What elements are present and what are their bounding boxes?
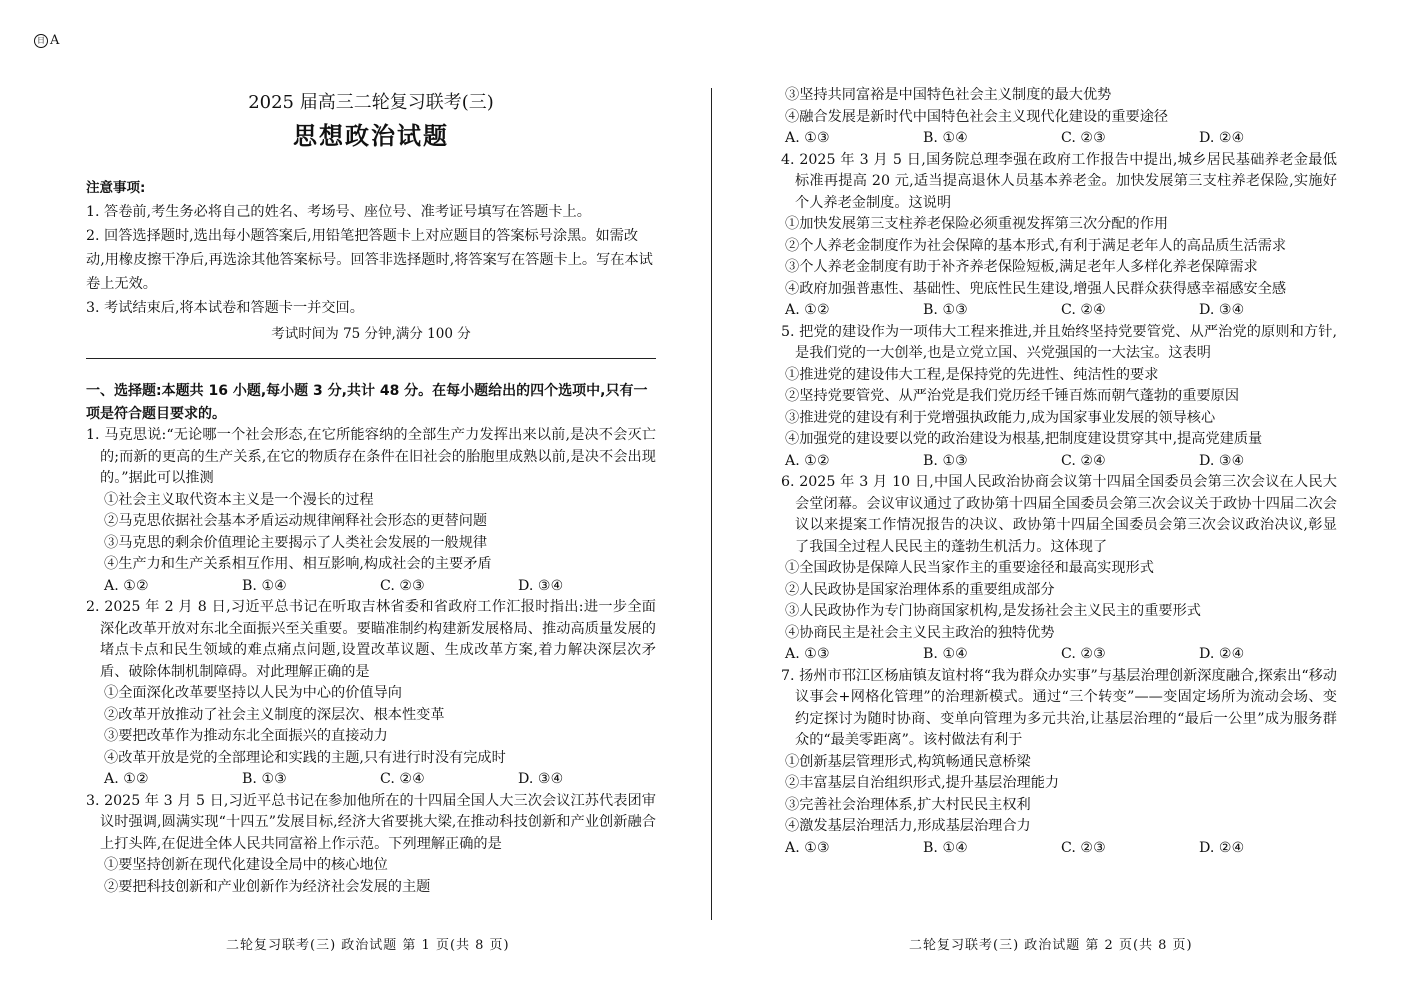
exam-time-info: 考试时间为 75 分钟,满分 100 分	[271, 326, 471, 342]
choice-a: A. ①②	[785, 302, 830, 318]
section-heading: 一、选择题:本题共 16 小题,每小题 3 分,共计 48 分。在每小题给出的四个选项中,只有一项是符合题目要求的。	[86, 383, 648, 422]
question-stem: 6. 2025 年 3 月 10 日,中国人民政治协商会议第十四届全国委员会第三次会议在人民大会堂闭幕。会议审议通过了政协第十四届全国委员会第三次会议关于政协十四届二次会议以来提案工作情况报告的决议、政协第十四届全国委员会第三次会议政治决议,彰显了我国全过程人民民主的蓬勃生机活力。这体现了	[781, 474, 1337, 555]
question-6	[781, 472, 1337, 666]
statement-option: ①要坚持创新在现代化建设全局中的核心地位	[104, 857, 388, 873]
statement-option: ③要把改革作为推动东北全面振兴的直接动力	[104, 728, 388, 744]
circle-mark: 日	[34, 34, 48, 48]
statement-option: ②马克思依据社会基本矛盾运动规律阐释社会形态的更替问题	[104, 513, 488, 529]
choice-c: C. ②③	[1061, 839, 1106, 856]
statement-option: ③人民政协作为专门协商国家机构,是发扬社会主义民主的重要形式	[785, 603, 1201, 619]
answer-choices	[781, 644, 1337, 666]
statement-option: ④生产力和生产关系相互作用、相互影响,构成社会的主要矛盾	[104, 556, 492, 572]
choice-d: D. ②④	[1199, 646, 1245, 662]
question-4	[781, 150, 1337, 322]
statement-option: ①社会主义取代资本主义是一个漫长的过程	[104, 491, 374, 508]
choice-a: A. ①③	[785, 839, 830, 856]
notice-item: 3. 考试结束后,将本试卷和答题卡一并交回。	[86, 300, 364, 316]
choice-c: C. ②④	[1061, 452, 1106, 469]
page-footer-right: 二轮复习联考(三) 政治试题 第 2 页(共 8 页)	[909, 938, 1193, 953]
notice-item: 1. 答卷前,考生务必将自己的姓名、考场号、座位号、准考证号填写在答题卡上。	[86, 204, 591, 220]
statement-option: ②个人养老金制度作为社会保障的基本形式,有利于满足老年人的高品质生活需求	[785, 237, 1287, 254]
choice-b: B. ①③	[923, 302, 968, 318]
statement-option: ②改革开放推动了社会主义制度的深层次、根本性变革	[104, 706, 445, 723]
choice-c: C. ②③	[1061, 646, 1106, 662]
statement-option: ③马克思的剩余价值理论主要揭示了人类社会发展的一般规律	[104, 534, 488, 551]
question-5	[781, 322, 1337, 473]
statement-option: ④融合发展是新时代中国特色社会主义现代化建设的重要途径	[785, 108, 1169, 125]
statement-option: ②坚持党要管党、从严治党是我们党历经千锤百炼而朝气蓬勃的重要原因	[785, 388, 1240, 404]
choice-b: B. ①③	[242, 771, 287, 787]
question-stem: 5. 把党的建设作为一项伟大工程来推进,并且始终坚持党要管党、从严治党的原则和方针,是我们党的一大创举,也是立党立国、兴党强国的一大法宝。这表明	[781, 323, 1337, 361]
answer-choices	[781, 838, 1337, 860]
choice-d: D. ③④	[1199, 452, 1245, 469]
question-stem: 1. 马克思说:“无论哪一个社会形态,在它所能容纳的全部生产力发挥出来以前,是决不会灭亡的;而新的更高的生产关系,在它的物质存在条件在旧社会的胎胞里成熟以前,是决不会出现的。”据此可以推测	[86, 427, 656, 486]
answer-choices	[86, 576, 656, 598]
question-stem: 7. 扬州市邗江区杨庙镇友谊村将“我为群众办实事”与基层治理创新深度融合,探索出“移动议事会+网格化管理”的治理新模式。通过“三个转变”——变固定场所为流动会场、变约定探讨为随时协商、变单向管理为多元共治,让基层治理的“最后一公里”成为服务群众的“最美零距离”。该村做法有利于	[781, 667, 1337, 748]
statement-option: ①加快发展第三支柱养老保险必须重视发挥第三次分配的作用	[785, 216, 1169, 232]
answer-choices	[781, 300, 1337, 322]
question-list-right	[781, 85, 1337, 859]
subject-title: 思想政治试题	[293, 122, 449, 150]
answer-choices	[781, 128, 1337, 150]
notice-block	[86, 176, 656, 346]
choice-c: C. ②③	[380, 577, 425, 594]
question-7	[781, 666, 1337, 860]
header-rule	[86, 358, 656, 359]
statement-option: ③推进党的建设有利于党增强执政能力,成为国家事业发展的领导核心	[785, 409, 1216, 426]
notice-item: 2. 回答选择题时,选出每小题答案后,用铅笔把答题卡上对应题目的答案标号涂黑。如需改动,用橡皮擦干净后,再选涂其他答案标号。回答非选择题时,将答案写在答题卡上。写在本试卷上无效。	[86, 228, 653, 292]
statement-option: ④改革开放是党的全部理论和实践的主题,只有进行时没有完成时	[104, 749, 506, 766]
question-stem: 4. 2025 年 3 月 5 日,国务院总理李强在政府工作报告中提出,城乡居民基础养老金最低标准再提高 20 元,适当提高退休人员基本养老金。加快发展第三支柱养老保险,实施好个人养老金制度。这说明	[781, 151, 1337, 211]
answer-choices	[781, 451, 1337, 473]
statement-option: ①推进党的建设伟大工程,是保持党的先进性、纯洁性的要求	[785, 366, 1159, 383]
question-3-continued	[781, 85, 1337, 150]
choice-b: B. ①③	[923, 452, 968, 469]
question-list-left	[86, 425, 656, 898]
statement-option: ③个人养老金制度有助于补齐养老保险短板,满足老年人多样化养老保障需求	[785, 259, 1258, 275]
choice-b: B. ①④	[923, 646, 968, 662]
choice-a: A. ①②	[104, 577, 149, 594]
choice-b: B. ①④	[923, 130, 968, 146]
question-stem: 3. 2025 年 3 月 5 日,习近平总书记在参加他所在的十四届全国人大三次会议江苏代表团审议时强调,圆满实现“十四五”发展目标,经济大省要挑大梁,在推动科技创新和产业创新融合上打头阵,在促进全体人民共同富裕上作示范。下列理解正确的是	[86, 792, 656, 852]
statement-option: ④协商民主是社会主义民主政治的独特优势	[785, 624, 1055, 641]
statement-option: ④加强党的建设要以党的政治建设为根基,把制度建设贯穿其中,提高党建质量	[785, 431, 1263, 447]
exam-title: 2025 届高三二轮复习联考(三)	[248, 92, 494, 113]
version-letter: A	[50, 33, 60, 48]
question-1	[86, 425, 656, 597]
statement-option: ①全面深化改革要坚持以人民为中心的价值导向	[104, 685, 402, 701]
choice-d: D. ③④	[518, 771, 564, 787]
choice-b: B. ①④	[923, 839, 968, 856]
question-3	[86, 791, 656, 899]
answer-choices	[86, 769, 656, 791]
choice-a: A. ①③	[785, 130, 830, 146]
statement-option: ③完善社会治理体系,扩大村民民主权利	[785, 796, 1031, 813]
statement-option: ②人民政协是国家治理体系的重要组成部分	[785, 581, 1055, 598]
statement-option: ④政府加强普惠性、基础性、兜底性民生建设,增强人民群众获得感幸福感安全感	[785, 280, 1287, 297]
choice-d: D. ③④	[518, 577, 564, 594]
column-divider	[711, 88, 712, 920]
choice-d: D. ②④	[1199, 839, 1245, 856]
question-stem: 2. 2025 年 2 月 8 日,习近平总书记在听取吉林省委和省政府工作汇报时指出:进一步全面深化改革开放对东北全面振兴至关重要。要瞄准制约构建新发展格局、推动高质量发展的堵点卡点和民生领域的难点痛点问题,设置改革议题、生成改革方案,着力解决深层次矛盾、破除体制机制障碍。对此理解正确的是	[86, 599, 656, 680]
question-2	[86, 597, 656, 791]
statement-option: ②要把科技创新和产业创新作为经济社会发展的主题	[104, 878, 431, 895]
choice-d: D. ③④	[1199, 302, 1245, 318]
choice-b: B. ①④	[242, 577, 287, 594]
choice-d: D. ②④	[1199, 130, 1245, 146]
statement-option: ②丰富基层自治组织形式,提升基层治理能力	[785, 775, 1060, 791]
notice-heading: 注意事项:	[86, 180, 146, 196]
page-footer-left: 二轮复习联考(三) 政治试题 第 1 页(共 8 页)	[226, 938, 510, 953]
statement-option: ①全国政协是保障人民当家作主的重要途径和最高实现形式	[785, 560, 1154, 576]
choice-c: C. ②④	[1061, 302, 1106, 318]
choice-a: A. ①②	[785, 452, 830, 469]
statement-option: ④激发基层治理活力,形成基层治理合力	[785, 818, 1031, 834]
exam-version-mark	[34, 33, 59, 48]
statement-option: ③坚持共同富裕是中国特色社会主义制度的最大优势	[785, 87, 1112, 103]
statement-option: ①创新基层管理形式,构筑畅通民意桥梁	[785, 753, 1031, 770]
choice-a: A. ①②	[104, 771, 149, 787]
choice-a: A. ①③	[785, 646, 830, 662]
choice-c: C. ②③	[1061, 130, 1106, 146]
choice-c: C. ②④	[380, 771, 425, 787]
